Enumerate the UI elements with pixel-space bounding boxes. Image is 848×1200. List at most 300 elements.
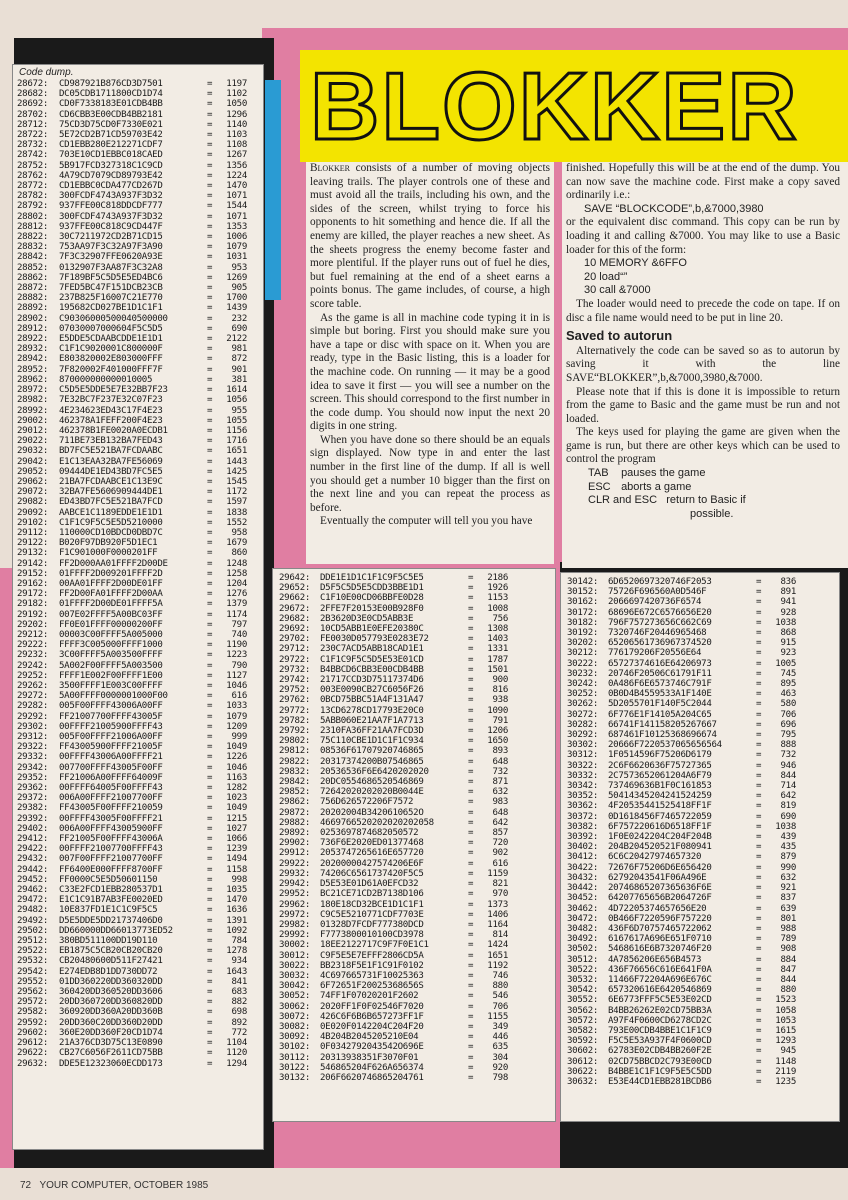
code-dump-panel-3 [560,572,840,1122]
dump-checksum: 1148 [775,1056,796,1067]
dump-line [17,977,259,987]
dump-bytes: D5F5C5D5E5CDD3BBE1D1 [320,583,424,594]
dump-address: 29162: [17,578,49,589]
dump-line [17,885,259,895]
dump-address: 28822: [17,232,49,243]
equals-sign: = [207,783,213,794]
dump-address: 30272: [567,709,599,720]
dump-address: 29622: [17,1048,49,1059]
dump-line [17,528,259,538]
dump-line [567,914,833,924]
equals-sign: = [468,838,474,849]
dump-bytes: 20202004B3420610652O [320,807,424,818]
equals-sign: = [468,603,474,614]
equals-sign: = [207,323,213,334]
dump-line [567,812,833,822]
dump-checksum: 232 [231,313,247,324]
dump-line [279,593,549,603]
dump-bytes: CB27C6056F2611CD75BB [59,1048,163,1059]
dump-address: 29982: [279,919,311,930]
dump-checksum: 1127 [226,670,247,681]
equals-sign: = [207,946,213,957]
dump-checksum: 1276 [226,589,247,600]
dump-bytes: 6E6773FFF5C5E53E02CD [608,995,712,1006]
dump-checksum: 1545 [226,476,247,487]
key-desc: aborts a game [621,480,692,493]
dump-bytes: 380BD511100DD19D110 [59,936,158,947]
equals-sign: = [468,644,474,655]
dump-checksum: 446 [492,1032,508,1043]
dump-bytes: 01FFFF2D009201FFFF2D [59,568,163,579]
dump-address: 28932: [17,344,49,355]
dump-bytes: 6167617A696E651F0710 [608,934,712,945]
equals-sign: = [468,675,474,686]
dump-address: 30112: [279,1052,311,1063]
dump-bytes: 776179206F20556E64 [608,648,702,659]
dump-address: 29142: [17,558,49,569]
equals-sign: = [468,624,474,635]
dump-checksum: 946 [780,760,796,771]
dump-bytes: 5ABB060E21AA7F1A7713 [320,715,424,726]
dump-line [567,1046,833,1056]
dump-address: 28942: [17,354,49,365]
dump-line [567,1016,833,1026]
equals-sign: = [207,895,213,906]
code-dump-column-3 [567,577,833,1087]
dump-checksum: 988 [780,923,796,934]
dump-checksum: 953 [231,262,247,273]
equals-sign: = [207,1027,213,1038]
equals-sign: = [207,293,213,304]
dump-address: 30502: [567,944,599,955]
dump-checksum: 879 [780,852,796,863]
dump-checksum: 1293 [775,1036,796,1047]
dump-line [279,604,549,614]
dump-address: 30602: [567,1046,599,1057]
dump-bytes: AABCE1C1189EDDE1E1D1 [59,507,163,518]
dump-line [567,975,833,985]
dump-address: 28882: [17,293,49,304]
dump-checksum: 1023 [226,793,247,804]
dump-checksum: 635 [492,1042,508,1053]
dump-checksum: 958 [231,527,247,538]
dump-address: 29102: [17,517,49,528]
dump-checksum: 1494 [226,854,247,865]
dump-bytes: 0B466F7220596F757220 [608,913,712,924]
equals-sign: = [468,960,474,971]
equals-sign: = [207,793,213,804]
dump-address: 29082: [17,497,49,508]
dump-checksum: 901 [231,364,247,375]
dump-address: 30232: [567,668,599,679]
equals-sign: = [207,640,213,651]
dump-address: 29952: [279,889,311,900]
equals-sign: = [756,617,762,628]
dump-checksum: 1552 [226,517,247,528]
dump-checksum: 1443 [226,456,247,467]
equals-sign: = [468,593,474,604]
dump-line [17,426,259,436]
equals-sign: = [756,597,762,608]
key-row-tail: possible. [690,507,734,520]
dump-line [279,981,549,991]
dump-bytes: 937FFE00C818C9CD447F [59,221,163,232]
equals-sign: = [468,858,474,869]
dump-checksum: 981 [231,344,247,355]
dump-bytes: E1C13EAA32BA7FE56069 [59,456,163,467]
dump-line [567,659,833,669]
dump-line [17,936,259,946]
dump-checksum: 648 [492,756,508,767]
dump-checksum: 841 [231,976,247,987]
dump-address: 29462: [17,885,49,896]
dump-address: 29472: [17,895,49,906]
dump-bytes: 6C6C20427974657320 [608,852,702,863]
dump-bytes: 426C6F6B6B657273FF1F [320,1011,424,1022]
dump-address: 28982: [17,395,49,406]
dump-checksum: 1269 [226,272,247,283]
dump-checksum: 1159 [487,868,508,879]
dump-checksum: 884 [780,954,796,965]
dump-line [279,797,549,807]
dump-address: 29722: [279,654,311,665]
equals-sign: = [207,119,213,130]
dump-line [17,446,259,456]
dump-bytes: 20666F7220537065656564 [608,740,722,751]
dump-bytes: FF0000C5E5D50601150 [59,874,158,885]
equals-sign: = [468,736,474,747]
equals-sign: = [207,772,213,783]
dump-bytes: 01FFFF2D00DE01FFFF5A [59,599,163,610]
dump-checksum: 1331 [487,644,508,655]
dump-bytes: 00FFFF21007700FFFF43 [59,844,163,855]
equals-sign: = [207,589,213,600]
dump-bytes: 006A00FFFF43005900FF [59,823,163,834]
dump-address: 29632: [17,1058,49,1069]
dump-address: 29442: [17,864,49,875]
dump-checksum: 920 [492,1062,508,1073]
dump-bytes: 07030007000604F5C5D5 [59,323,163,334]
equals-sign: = [756,852,762,863]
dump-bytes: 4B204B2045205210E04 [320,1032,419,1043]
dump-line [279,614,549,624]
dump-line [17,610,259,620]
dump-bytes: 75726F696560A0D546F [608,587,707,598]
paragraph: The loader would need to precede the code on tape. If on disc a file name would need to be put in line 20. [566,297,840,324]
dump-checksum: 714 [780,781,796,792]
dump-checksum: 928 [780,607,796,618]
dump-checksum: 1224 [226,170,247,181]
dump-checksum: 1373 [487,899,508,910]
dump-line [17,273,259,283]
dump-bytes: 7F3C32907FFE0620A93E [59,252,163,263]
dump-bytes: E803820002E803000FFF [59,354,163,365]
equals-sign: = [207,466,213,477]
dump-bytes: 00FFFF64005F00FFFF43 [59,783,163,794]
equals-sign: = [756,781,762,792]
dump-address: 29742: [279,675,311,686]
dump-address: 30462: [567,903,599,914]
key-row [566,481,840,495]
dump-line [17,824,259,834]
dump-checksum: 1470 [226,895,247,906]
save-command: SAVE “BLOCKCODE”,b,&7000,3980 [584,202,764,215]
dump-address: 29372: [17,793,49,804]
dump-bytes: 75CD3D75CD0F7330E021 [59,119,163,130]
dump-checksum: 1650 [487,736,508,747]
dump-address: 28702: [17,109,49,120]
equals-sign: = [207,548,213,559]
equals-sign: = [207,150,213,161]
dump-address: 30102: [279,1042,311,1053]
dump-line [17,854,259,864]
dump-checksum: 1439 [226,303,247,314]
equals-sign: = [468,695,474,706]
dump-bytes: 462378B1FE0020A0ECDB1 [59,425,168,436]
dump-address: 29892: [279,828,311,839]
dump-bytes: CD6CBB3E00CDB4BB2181 [59,109,163,120]
equals-sign: = [207,701,213,712]
dump-line [567,699,833,709]
equals-sign: = [756,883,762,894]
dump-address: 30052: [279,991,311,1002]
paragraph [310,312,550,434]
equals-sign: = [756,1056,762,1067]
dump-address: 29532: [17,956,49,967]
dump-line [279,624,549,634]
equals-sign: = [207,313,213,324]
dump-checksum: 1838 [226,507,247,518]
dump-checksum: 955 [231,405,247,416]
dump-checksum: 706 [780,709,796,720]
dump-checksum: 1636 [226,905,247,916]
dump-checksum: 1353 [226,221,247,232]
equals-sign: = [468,868,474,879]
equals-sign: = [468,685,474,696]
equals-sign: = [207,436,213,447]
dump-checksum: 1282 [226,783,247,794]
dump-checksum: 1033 [226,701,247,712]
paragraph [310,162,550,312]
dump-line [279,1073,549,1083]
dump-bytes: F7773800010100CD3978 [320,930,424,941]
dump-address: 29882: [279,817,311,828]
dump-address: 28682: [17,89,49,100]
equals-sign: = [207,966,213,977]
dump-address: 29612: [17,1038,49,1049]
dump-line [279,961,549,971]
dump-line [567,1026,833,1036]
equals-sign: = [207,170,213,181]
key-name: ESC [588,480,611,493]
dump-address: 29862: [279,797,311,808]
dump-checksum: 1296 [226,109,247,120]
dump-line [279,920,549,930]
article-column-left [306,162,554,564]
dump-address: 30172: [567,607,599,618]
dump-address: 28832: [17,242,49,253]
dump-address: 29712: [279,644,311,655]
dump-checksum: 857 [492,828,508,839]
dump-line [567,801,833,811]
dump-checksum: 1523 [775,995,796,1006]
dump-checksum: 1190 [226,640,247,651]
equals-sign: = [207,721,213,732]
dump-checksum: 1108 [226,140,247,151]
dump-bytes: FFFF3C005000FFFF1000 [59,640,163,651]
equals-sign: = [756,740,762,751]
dump-bytes: FF43005F00FFFF210059 [59,803,163,814]
dump-line [279,889,549,899]
dump-checksum: 2122 [226,334,247,345]
equals-sign: = [468,817,474,828]
dump-line [567,893,833,903]
dump-address: 29832: [279,766,311,777]
equals-sign: = [207,854,213,865]
equals-sign: = [468,807,474,818]
dump-line [567,883,833,893]
dump-checksum: 837 [780,893,796,904]
dump-checksum: 1209 [226,721,247,732]
equals-sign: = [207,405,213,416]
equals-sign: = [756,1046,762,1057]
equals-sign: = [468,889,474,900]
dump-line [17,314,259,324]
dump-checksum: 998 [231,874,247,885]
dump-address: 30332: [567,770,599,781]
equals-sign: = [756,903,762,914]
equals-sign: = [468,1032,474,1043]
dump-line [17,252,259,262]
dump-line [567,587,833,597]
dump-address: 29662: [279,593,311,604]
dump-checksum: 463 [780,689,796,700]
equals-sign: = [468,950,474,961]
equals-sign: = [207,762,213,773]
equals-sign: = [207,1007,213,1018]
dump-address: 30022: [279,960,311,971]
dump-checksum: 1197 [226,79,247,89]
equals-sign: = [468,991,474,1002]
dump-checksum: 1651 [487,950,508,961]
dump-bytes: FF0E01FFFF00000200FF [59,619,163,630]
dump-bytes: 7E32BC7F237E32C07F23 [59,395,163,406]
equals-sign: = [756,587,762,598]
equals-sign: = [468,1001,474,1012]
equals-sign: = [207,660,213,671]
dump-bytes: 436F76656C616E641F0A [608,964,712,975]
dump-address: 29592: [17,1017,49,1028]
equals-sign: = [468,919,474,930]
dump-bytes: 00FFFF43006A00FFFF21 [59,752,163,763]
dump-address: 28872: [17,283,49,294]
dump-address: 28972: [17,385,49,396]
dump-address: 29252: [17,670,49,681]
dump-bytes: 21A376CD3D75C13E0890 [59,1038,163,1049]
equals-sign: = [756,750,762,761]
dump-bytes: 005F00FFFF43006A00FF [59,701,163,712]
dump-address: 30122: [279,1062,311,1073]
dump-address: 30072: [279,1011,311,1022]
dump-line [17,875,259,885]
dump-checksum: 836 [780,577,796,587]
dump-bytes: 30C7211972CD2B71CD15 [59,232,163,243]
dump-line [17,385,259,395]
equals-sign: = [207,191,213,202]
dump-line [567,832,833,842]
equals-sign: = [756,1015,762,1026]
dump-bytes: A97F4F0600CD6278CD2C [608,1015,712,1026]
dump-address: 29432: [17,854,49,865]
code-dump-column-1 [17,79,259,1069]
dump-line [279,573,549,583]
dump-bytes: 5D2055701F140F5C2044 [608,699,712,710]
dump-line [17,548,259,558]
dump-bytes: DC05CDB1711800CD1D74 [59,89,163,100]
subheading: Saved to autorun [566,328,673,344]
dump-line [17,803,259,813]
dump-line [17,334,259,344]
dump-line [279,665,549,675]
dump-line [567,577,833,587]
equals-sign: = [207,130,213,141]
dump-bytes: C1F1C9F5C5D5E53E01CD [320,654,424,665]
dump-address: 30362: [567,801,599,812]
dump-address: 29642: [279,573,311,583]
equals-sign: = [756,974,762,985]
dump-line [567,1006,833,1016]
dump-checksum: 1308 [487,624,508,635]
equals-sign: = [207,915,213,926]
dump-checksum: 789 [780,934,796,945]
dump-checksum: 893 [492,746,508,757]
dump-line [567,730,833,740]
dump-checksum: 1102 [226,89,247,100]
dump-bytes: 74FF1F07020201F2602 [320,991,419,1002]
dump-bytes: E53E44CD1EBB281BCDB6 [608,1076,712,1087]
dump-checksum: 1079 [226,711,247,722]
equals-sign: = [207,578,213,589]
dump-checksum: 1140 [226,119,247,130]
dump-bytes: E274EDB8D1DD730DD72 [59,966,158,977]
equals-sign: = [756,821,762,832]
dump-line [17,395,259,405]
dump-address: 29092: [17,507,49,518]
dump-checksum: 1926 [487,583,508,594]
dump-bytes: 110000CD10BDCD0DBD7C [59,527,163,538]
equals-sign: = [207,609,213,620]
dump-address: 28912: [17,323,49,334]
dump-checksum: 1092 [226,925,247,936]
dump-line [17,1059,259,1069]
equals-sign: = [756,699,762,710]
dump-bytes: 0253697874682050572 [320,828,419,839]
dump-line [567,791,833,801]
dump-address: 30092: [279,1032,311,1043]
equals-sign: = [207,752,213,763]
dump-checksum: 1239 [226,844,247,855]
dump-bytes: 007E02FFFF5A00BC03FF [59,609,163,620]
dump-address: 30522: [567,964,599,975]
dump-checksum: 632 [780,872,796,883]
dump-address: 29502: [17,925,49,936]
dump-line [17,1038,259,1048]
dump-line [17,171,259,181]
dump-bytes: 10E837FD1E1C1C9F5C5 [59,905,158,916]
dump-bytes: 237B825F16007C21E770 [59,293,163,304]
dump-bytes: 20DD360C20DD360D20DD [59,1017,163,1028]
equals-sign: = [468,797,474,808]
